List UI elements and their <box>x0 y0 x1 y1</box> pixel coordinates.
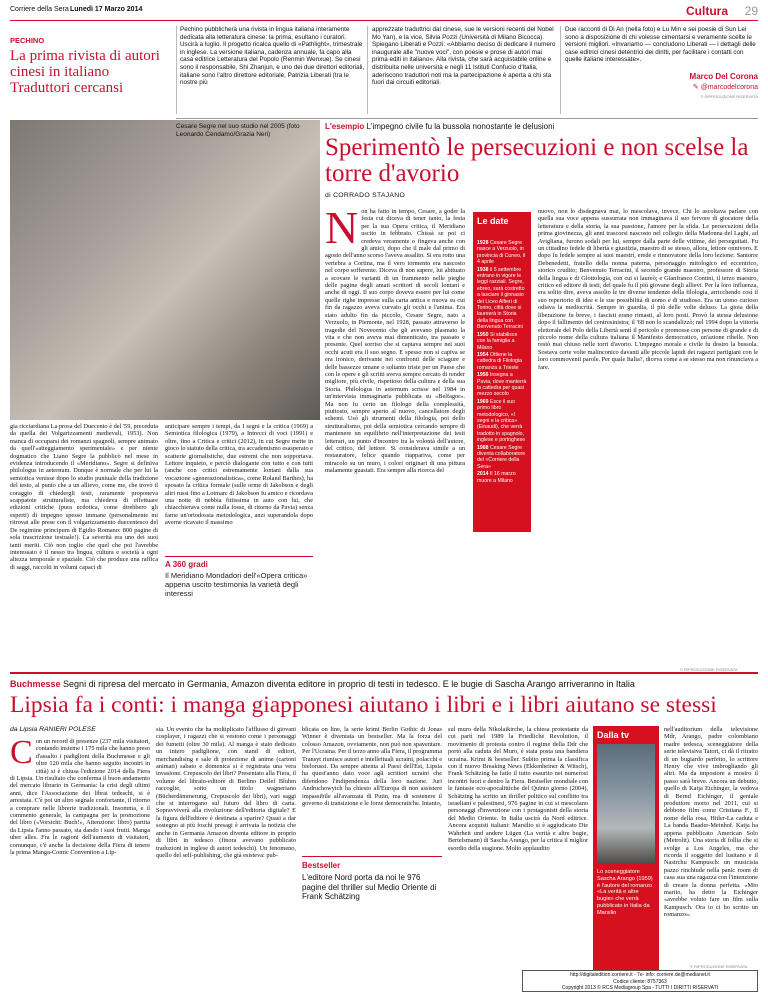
obit-col-1: gia ricciardiana La prosa del Duecento è del '59, precedutа da quella dei Volgarizzamenti medievali, 1953). Non manca di occuparsi dei romanzi spagnoli, sempre animato da quell'«atteggiamento sperimentale» e per niente dogmatico che Liano Segre la pubblicò nel mese in evidenza introducendo il «Meridiano». Segre si definiva philologus in aeternum. Dunque è normale che per lui la semiotica venisse dopo lo studio puntuale della tradizione del testo, al punto che a un allievo, come me, che trovò il coraggio di chiedergli testi, raramente proponeva scappatoie strutturaliste, ma chiedeva di effettuare edizioni critiche (pura ecdotica, come direbbero gli esperti) di impegno spesso immane (personalmente mi ritrovai alle prese con il volgarizzamento duecentesco del De regimine principum di Egidio Romano: 800 pagine di sola trascrizione testuale!). La severità era uno dei suoi tanti meriti. Ciò non toglie che quel che poi l'avrebbe interessato è il nesso tra lingua, cultura e società a ogni altezza temporale e spaziale. Ciò che produce una raffica di saggi, raccolti in volumi capaci di <box>10 423 158 571</box>
issue-date: Lunedì 17 Marzo 2014 <box>70 6 143 13</box>
pechino-repro: © RIPRODUZIONE RISERVATA <box>700 94 758 99</box>
buchmesse-col-1 <box>10 738 150 970</box>
masthead <box>10 5 758 19</box>
date-text: Esce il suo primo libro metodologico, «I segni e la critica» (Einaudi), che verrà tradotto in spagnolo, inglese e portoghese <box>477 398 526 444</box>
buchmesse-headline: Lipsia fa i conti: i manga giapponesi aiutano i libri e i libri aiutano se stessi <box>10 692 717 718</box>
date-text: Cesare Segre diventa collaboratore del «Corriere della Sera» <box>477 444 526 470</box>
segre-dropcap: N <box>325 208 359 253</box>
date-text: il 5 settembre entrano in vigore le leggi razziali. Segre, ebreo, sarà costretto a lasciare il ginnasio del Liceo Alfieri di Torino, città dove si laureerà in Storia della lingua con Benvenuto Terracini <box>477 266 525 331</box>
segre-byline: di CORRADO STAJANO <box>325 192 406 199</box>
date-year: 1956 <box>477 372 490 379</box>
date-text: Ottiene la cattedra di Filologia romanza a Trieste <box>477 351 522 371</box>
date-entry <box>477 445 527 471</box>
bestseller-title: Bestseller <box>302 861 341 870</box>
segre-kicker-text: L'impegno civile fu la bussola nonostante le delusioni <box>366 122 555 131</box>
buchmesse-col-4: sul muro della Nikolaikirche, la chiesa protestante da cui partì nel 1989 la Friedliche Revolution, il movimento di protesta contro il regime della Ddr che portò alla caduta del Muro, è stata posta una bandiera ucraina. Krimi & bestseller. Subito prima la classifica con il nuovo Breaking News (Ekkenheiner & Witsch), Frank Schätzing ha fatto il tutto esaurito nei numerosi incontri fuori e dentro la Fiera. Bestseller mondiale con le fantasie eco-apocalittiche del Quinto giorno (2004), Schätzing ha scritto un thriller politico sul conflitto tra israeliani e palestinesi, 976 pagine in cui si mescolano personaggi d'invenzione con i protagonisti della storia del Medio Oriente. In Italia uscirà da Nord editrice. Ancora acquisti italiani: Marsilio si è aggiudicato Die Wahrheit und andere Lügen (La verità e altre bugie, Bertelsmann) di Sascha Arango, per la critica il miglior esordio della stagione. Molto applaudito <box>448 726 588 852</box>
date-year: 1950 <box>477 331 490 338</box>
date-year: 1988 <box>477 444 490 451</box>
pechino-divider-2 <box>367 26 368 114</box>
pechino-body-2: apprezzate traduttrici dal cinese, sue le versioni recenti del Nobel Mo Yan), e la vice, Silvia Pozzi (Università di Milano Bicocca). Spiegano Liberati e Pozzi: «Abbiamo deciso di dedicare il numero inaugurale alle "nuove voci", con poesie e prose di autori mai prima editi in italiano». Alla rivista, che sarà acquistabile online e distribuita nelle università e negli 11 Istituti Confucio d'Italia, aderiscono traduttori noti ma la partecipazione è aperta a chi sta fuori dai circuiti editoriali. <box>372 26 556 87</box>
date-entry <box>477 399 527 444</box>
buchmesse-repro: © RIPRODUZIONE RISERVATA <box>690 964 748 969</box>
date-entry <box>477 471 527 484</box>
date-text: Si stabilisce con la famiglia a Milano <box>477 331 518 351</box>
buchmesse-kicker <box>10 679 758 689</box>
date-entry <box>477 332 527 351</box>
bestseller-text: L'editore Nord porta da noi le 976 pagine del thriller sul Medio Oriente di Frank Schätzing <box>302 873 437 902</box>
pechino-divider-1 <box>176 26 177 114</box>
footer-copyright: Copyright 2013 © RCS Mediagroup Spa - TUTTI I DIRITTI RISERVATI <box>561 985 719 991</box>
date-year: 1928 <box>477 240 490 246</box>
obit-col-2: anticipare sempre i tempi, da I segni e la critica (1969) a Semiotica filologica (1979), a Intrecci di voci (1991) e oltre, fino a Critica e critici (2012), in cui Segre mette in gioco lo statuto della critica, tra accademismo esasperato e scatterie giornalistiche, due estremi che non sopportava. Lettore inquieto, e perciò dialogante con tutto e con tutti (anche con critici estremamente lontani dalla sua vocazione «generazionalistica», come Roland Barthes), ha sposato la critica formale (sulle orme di Jakobson e degli altri russi fino a Lotman: di Jakobson fu amico e ricordava una notte di nebbia fittissima in auto con lui, che chiacchierava come nulla fosse, di ritorno da Pavia) senza farne un'ortodossia metodologica, anzi superandola dopo averne ricavato il massimo <box>165 423 313 527</box>
buchmesse-dropcap: C <box>10 738 33 771</box>
date-entry <box>477 352 527 371</box>
date-text: Il 16 marzo muore a Milano <box>477 471 516 484</box>
pechino-signature: Marco Del Corona <box>689 72 758 81</box>
arango-photo <box>597 744 655 864</box>
pechino-body-3: Due racconti di Di An (nella foto) e Lu Min e sei poesie di Sun Lei sono a disposizione di chi volesse cimentarsi e veramente scelte le versioni migliori. «Invariamo — concludono Liberati — i dettagli delle case editrici cinesi detentrici dei diritti, per facilitare i contatti con quelle italiane interessate». <box>565 26 756 64</box>
segre-photo <box>10 120 320 420</box>
obit-box-text: Il Meridiano Mondadori dell'«Opera critica» appena uscito testimonia la varietà degli interessi <box>165 571 308 598</box>
section-divider <box>10 672 758 674</box>
buchmesse-col-3: blicata on line, la serie krimi Berlin Gothic di Jonas Winner è diventata un bestseller. Ma la forza del colosso Amazon, ovviamente, non può non spaventare. Per l'Ucraina. Per il terzo anno alla Fiera, il programma Transyt riunisce autori e intellettuali ucraini, polacchi e bielorussi. Da sempre attenta al Paesi dell'Est, Lipsia ha quest'anno dato voce agli scrittori ucraini che difendono l'indipendenza della loro nazione. Juri Andruchowytch ha chiesto all'Europa di non assistere impassibile all'avanzata di Putin, ma di sostenere il governo di transizione e le forze democratiche. Intanto, <box>302 726 442 808</box>
obit-box-title: A 360 gradi <box>165 560 208 569</box>
date-year: 1969 <box>477 398 490 405</box>
date-year: 1938 <box>477 266 490 273</box>
pechino-headline: La prima rivista di autori cinesi in italiano Traduttori cercansi <box>10 48 160 96</box>
segre-photo-caption: Cesare Segre nel suo studio nel 2005 (foto Leonardo Cendamo/Grazia Neri) <box>176 123 300 138</box>
footer-code: Codice cliente: 8757363 <box>613 978 667 985</box>
date-entry <box>477 240 527 266</box>
buchmesse-byline: da Lipsia RANIERI POLESE <box>10 726 96 733</box>
buchmesse-kicker-red: Buchmesse <box>10 679 61 689</box>
date-year: 1954 <box>477 351 490 358</box>
dates-box <box>473 212 531 532</box>
date-text: Cesare Segre nasce a Verzuolo, in provincia di Cuneo, il 4 aprile <box>477 240 526 266</box>
pechino-twitter <box>693 83 758 91</box>
segre-kicker-red: L'esempio <box>325 122 365 131</box>
dates-list <box>477 240 527 484</box>
footer-box <box>522 970 758 992</box>
pechino-twitter-handle: @marcodelcorona <box>700 84 758 91</box>
segre-repro: © RIPRODUZIONE RISERVATA <box>680 667 738 672</box>
pechino-kicker: PECHINO <box>10 36 45 45</box>
pechino-rule <box>176 118 758 119</box>
date-year: 2014 <box>477 471 490 478</box>
date-text: Insegna a Pavia, dove manterrà la cattedra per quasi mezzo secolo <box>477 372 527 398</box>
buchmesse-col-1-text: on un record di presenze (237 mila visitatori, contando insieme i 175 mila che hanno preso d'assalto i padiglioni della Buchmesse e gli oltre 120 mila che hanno seguito incontri in città) si è chiusa l'edizione 2014 della Fiera di Lipsia. Un risultato che conferma il buon andamento del mercato librario in Germania: la crisi degli ultimi anni, dice l'Associazione dei librai tedeschi, si è arrestata. C'è poi un altro segnale confortante, il ritorno a comprare nelle librerie tradizionali. Insomma, e il commento generale, la campagna per la promozione del libro («Vorsicht: Buch!», Attenzione: libro) partita da Lipsia l'anno passato, sta dando i suoi frutti. Manga uber alles. Fra le ragioni dell'aumento di visitatori, comunque, c'è anche la decisione della Fiera di tenere la prima Manga-Comic Convention a Lip- <box>10 738 150 857</box>
segre-col-1 <box>325 208 465 666</box>
segre-headline: Sperimentò le persecuzioni e non scelse la torre d'avorio <box>325 134 749 187</box>
dalla-tv-title: Dalla tv <box>597 730 630 740</box>
buchmesse-kicker-text: Segni di ripresa del mercato in Germania, Amazon diventa editore in proprio di testi in tedesco. E le bugie di Sascha Arango arriveranno in Italia <box>63 679 635 689</box>
page-number: 29 <box>744 4 758 18</box>
buchmesse-col-5: nell'auditorium della televisione Mdr, Arango, padre colombiano madre tedesca, sceneggiatore della serie televisiva Tatort, ci dà il ritratto di un bugiardo perfetto, lo scrittore Henry che vive imbrogliando gli altri. Ma da impostore a mostro il passo sarà breve. Ancora un debutto, quello di Katja Eichinger, la vedova di Bernd Eichinger, il geniale produttore morto nel 2011, cui si debbono film come Cristiana F., Il nome della rosa, Hitler-La caduta e La banda Baader-Meinhof. Katja ha appena pubblicato American Solo (Metrolit). Una storia di follia che si svolge a Los Angeles, ma che ricorda il soggetto del lusitano e il Nastrchu Kampusch: un musicista pazzo rinchiude nella panic room di casa sua una ragazza con l'intenzione di creare la donna perfetta. «Mio marito, ha detto la Eichinger «avrebbe voluto fare un film sulla Kampusch. Ora io ci ho scritto un romanzo». <box>664 726 758 919</box>
pechino-body-1: Pechino pubblicherà una rivista in lingua italiana interamente dedicata alla letteratura cinese: la prima, esultano i curatori. Uscirà a luglio. Il progetto ricalca quello di «Pathlight», trimestrale in inglese. La versione italiana, cadenza annuale, fa capo alla casa editrice Letteratura del Popolo (Renmin Wenxue). Se cinesi sono il responsabile, Shi Zhanjun, e uno dei due direttori editoriali, italiane sono l'altro direttore editoriale, Patrizia Liberati (tra le nostre più <box>180 26 365 87</box>
twitter-icon: ✎ <box>692 84 701 91</box>
dalla-tv-text: Lo sceneggiatore Sascha Arango (1959) è l'autore del romanzo «La verità e altre bugie» che verrà pubblicato in Italia da Marsilio <box>597 869 653 916</box>
date-entry <box>477 267 527 331</box>
footer-url[interactable]: http://digitaledition.corriere.it - 7e- info: corriere.de@medianet.it <box>570 972 710 978</box>
section-name: Cultura <box>686 4 728 18</box>
masthead-rule <box>10 20 758 21</box>
segre-col-1-text: on ha fatto in tempo, Cesare, a goder la festa cui diceva di tener tanto, la festa per la sua Opera critica, il Meridiano uscito in febbraio. Chissà se poi ci credeva veramente o fingeva anche con gli amici, dopo che il male dal primo di agosto dell'anno scorso l'aveva assalito. Si era rotto una vertebra a Cortina, ma il vero tormento era nascosto nel corpo sofferente. Diceva di non sapere, lui abituato a scovare le varianti di un frammento nelle pieghe delle pagine degli amati scrittori di secoli lontani e anche di oggi. Il suo corpo doveva essere per lui come quelle righe impresse sulla carta antica e nuova su cui fin da ragazzo aveva curvato gli occhi e l'anima. Era stato adulto fin da piccolo, Cesare Segre, nato a Verzuolo, in Piemonte, nel 1928, passato attraverso le tragedie del Novecento che gli avevano plasmato la vita e che non aveva mai dimenticato, tra passato e presente. Quel sorriso che si captava sempre nei suoi occhi acuti era il suo segno. E spesso non si capiva se era ironico, derivante nei confronti delle sciagure e delle bassezze umane o soltanto triste per un Paese che con le opere e gli scritti aveva sempre cercato di render migliore, più civile, rispettoso della cultura e della sua Storia. Philologus in aeternum scrisse nel 1984 in un'intervista immaginaria pubblicata su «Belfagor». Ma non fu certo un filologo della complessità, piuttosto, sempre aperto al nuovo, cancellatore degli schemi. Usò gli strumenti della filologia, poi dello strutturalismo, poi della semiotica cercando sempre di mantenere un equilibrio nell'interpretazione dei testi letterari, un punto d'incontro tra la volontà dell'autore, del critico, del lettore. Si considerava simile a un restauratore, felice quando riappariva, come per miracolo su un muro, i colori originari di una pittura malamente guastati. Era sempre alla ricerca del <box>325 208 465 475</box>
buchmesse-col-2: sia. Un evento che ha moltiplicato l'afflusso di giovani cosplayer, i ragazzi che si vestono come i personaggi dei fumetti (oltre 30 mila). Al manga è stato dedicato un intero padiglione, con stand di editori, merchandising e sale di proiezione di anime (cartoni animati) sabato e domenica si è registrata una vera invasione. Crepuscolo dei libri? Presentato alla Fiera, il volume del libraio-editore di Berlino Detlef Bluhm raccoglie, sotto un titolo wagneriano (Bücherdämmerung, Crepuscolo dei libri), vari saggi che si interrogano sul futuro del libro di carta. Sopravviverà alla rivoluzione dell'editoria digitale? E la figura dell'editore è destinata a sparire? Quasi a dar sostegno ai più foschi presagi è arrivata la notizia che anche in Germania Amazon diventa editore in proprio di libri in tedesco (finora avevano pubblicato traduzioni in inglese di autori tedeschi). Un fenomeno, quello del self-publishing, che già esisteva: pub- <box>156 726 296 859</box>
newspaper-name: Corriere della Sera <box>10 6 69 13</box>
dalla-tv-box <box>593 726 659 970</box>
dates-title: Le date <box>477 216 509 226</box>
obit-box <box>165 556 313 662</box>
pechino-divider-3 <box>560 26 561 114</box>
date-entry <box>477 372 527 398</box>
segre-kicker <box>325 122 758 131</box>
bestseller-box <box>302 856 442 966</box>
segre-col-2: nuovo, non lo disdegnava mai, lo mescolava, invece. Chi lo ascoltava parlare con quella sua voce appena sussurrata non immaginava il suo fervore di giocatore della letteratura e della storia, la sua passione, l'amore per la sfida. Le persecuzioni della prima giovinezza, gli anni trascorsi nascosto nel collegio della Madonna del Laghi, ad Avigliana, furono sodali per lui, sempre dalla parte delle vittime, dei perseguitati. Fu un cittadino fedele di libertà e giustizia, maestro di se stesso, allora, lettore onnivoro. E dopo fu fedele sempre ai suoi maestri, erede e rinnovatore della loro lezione: Santorre Debenedetti, fratello della nonna paterna, personaggio mitologico ed eccentrico, storico crudito; Benvenuto Terracini, il secondo grande maestro, professore di Storia della lingua e di Glottologia, con cui si laureò; e Gianfranco Contini, il terzo maestro, critico ed editore di testi, del quale fu il più giovane degli allievi. Per la loro influenza, era solito dire, aveva assolto le tre diverse tendenze della filologia, arricchendo così il suo repertorio di idee e le sue possibilità di uomo e di studioso. Era un uomo curioso odiava la mediocrità. Sempre in guardia, il più delle volte deluso. La gioia della liberazione fu breve, i fascisti erano rimasti, al loro posti. Provò la stessa delusione dopo il fallimento del centrosinistra; il '68 non lo scandalizzò; nel 1994 dopo la vittoria elettorale del Polo della Libertà sentì il pericolo e promosse con persone di grande e di piccolo nome della cultura italiana il Manifesto democratico, un'azione ribelle. Non restò mai chiuso nelle torri d'avorio. L'impegno morale e civile fu dostro la bussola. Sostava certe volte malinconico davanti alle piccole lapidi dei ragazzi partigiani con le loro commoventi parole. Per quale Italia?, diceva come a se stesso ma non rinunciava a fare. <box>538 208 758 371</box>
